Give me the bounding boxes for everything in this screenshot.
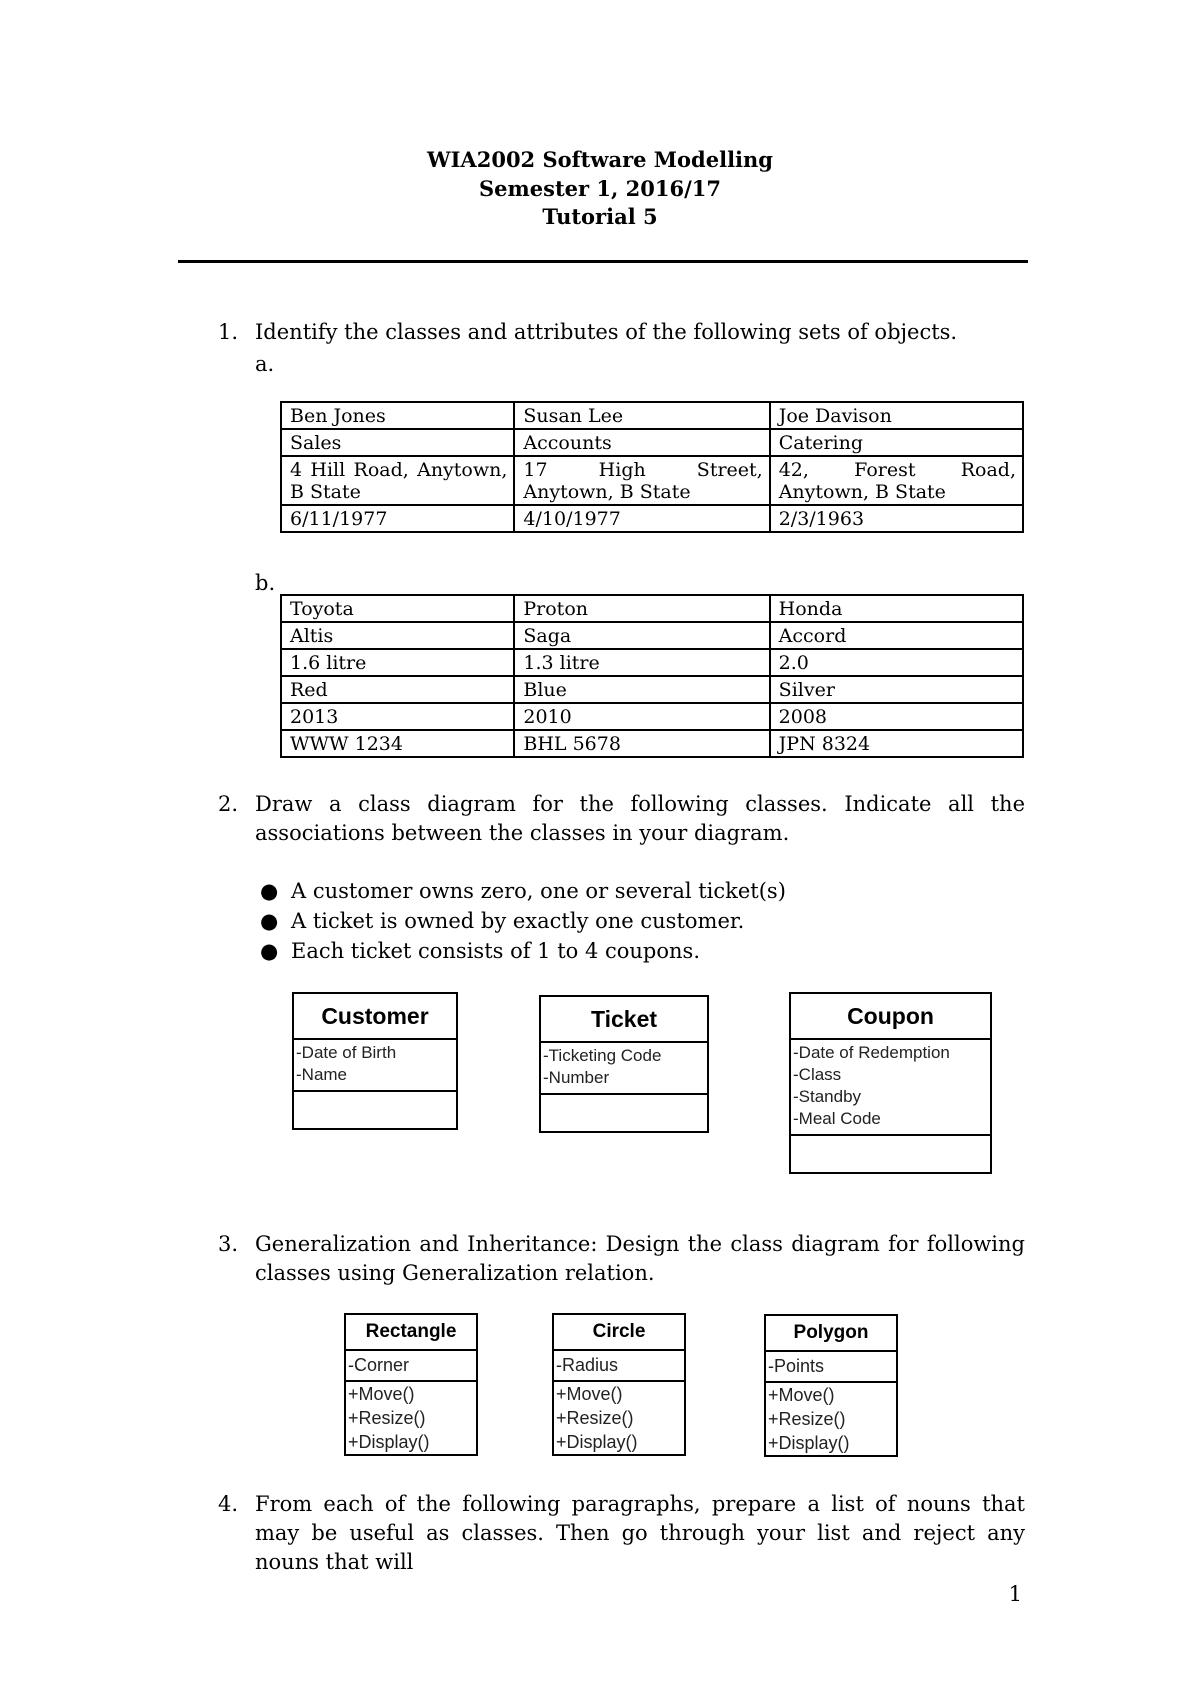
q1-part-b-label: b. (255, 571, 276, 595)
class-attributes: -Corner (346, 1351, 476, 1382)
class-name: Ticket (541, 997, 707, 1043)
table-cell: 6/11/1977 (281, 505, 514, 532)
table-cell: Joe Davison (770, 402, 1023, 429)
table-cell: Blue (514, 676, 769, 703)
table-cell: Honda (770, 595, 1023, 622)
q1-number: 1. (218, 320, 239, 344)
course-title: WIA2002 Software Modelling (427, 147, 773, 172)
table-cell: 2/3/1963 (770, 505, 1023, 532)
table-cell: Red (281, 676, 514, 703)
list-item: ● A ticket is owned by exactly one customer. (260, 909, 745, 933)
table-cell: Saga (514, 622, 769, 649)
table-cell: Silver (770, 676, 1023, 703)
semester-line: Semester 1, 2016/17 (479, 176, 721, 201)
table-cell: Sales (281, 429, 514, 456)
objects-table-a (280, 401, 1024, 533)
q4-number: 4. (218, 1492, 239, 1516)
table-cell: 4 Hill Road, Anytown, B State (281, 456, 514, 505)
list-item: ● Each ticket consists of 1 to 4 coupons. (260, 939, 700, 963)
table-cell: 2013 (281, 703, 514, 730)
table-cell: 4/10/1977 (514, 505, 769, 532)
class-attributes: -Date of Birth -Name (294, 1040, 456, 1092)
class-name: Coupon (791, 994, 990, 1040)
uml-class-ticket (539, 995, 709, 1133)
list-item: ● A customer owns zero, one or several ticket(s) (260, 879, 786, 903)
table-cell: Ben Jones (281, 402, 514, 429)
table-cell: 1.3 litre (514, 649, 769, 676)
table-cell: JPN 8324 (770, 730, 1023, 757)
table-cell: 17 High Street, Anytown, B State (514, 456, 769, 505)
table-row (281, 429, 1023, 456)
table-cell: 42, Forest Road, Anytown, B State (770, 456, 1023, 505)
table-cell: Catering (770, 429, 1023, 456)
tutorial-title: Tutorial 5 (542, 204, 658, 229)
table-cell: Accord (770, 622, 1023, 649)
table-cell: 2.0 (770, 649, 1023, 676)
class-operations: +Move() +Resize() +Display() (768, 1385, 850, 1453)
class-operations (791, 1136, 990, 1172)
table-cell: 2008 (770, 703, 1023, 730)
class-name: Circle (554, 1315, 684, 1351)
table-cell: Proton (514, 595, 769, 622)
q1-part-a-label: a. (255, 352, 275, 376)
table-row (281, 730, 1023, 757)
q2-number: 2. (218, 792, 239, 816)
class-name: Rectangle (346, 1315, 476, 1351)
class-operations: +Move() +Resize() +Display() (556, 1384, 638, 1452)
uml-class-customer (292, 992, 458, 1130)
q1-text: Identify the classes and attributes of the following sets of objects. (255, 320, 958, 344)
uml-class-polygon (764, 1314, 898, 1457)
table-cell: 1.6 litre (281, 649, 514, 676)
uml-class-coupon (789, 992, 992, 1174)
q2-bullet-list (255, 876, 786, 966)
class-operations (541, 1095, 707, 1131)
q2-text: Draw a class diagram for the following classes. Indicate all the associations between the classes in your diagram. (255, 792, 1025, 845)
class-name: Polygon (766, 1316, 896, 1352)
table-row (281, 505, 1023, 532)
class-attributes: -Ticketing Code -Number (541, 1043, 707, 1095)
class-attributes: -Radius (554, 1351, 684, 1382)
q4-text: From each of the following paragraphs, prepare a list of nouns that may be useful as classes. Then go through your list and reject any nouns that will (255, 1492, 1025, 1574)
table-row (281, 703, 1023, 730)
uml-class-circle (552, 1313, 686, 1456)
table-cell: 2010 (514, 703, 769, 730)
class-attributes: -Points (766, 1352, 896, 1383)
class-operations: +Move() +Resize() +Display() (348, 1384, 430, 1452)
table-row (281, 622, 1023, 649)
class-attributes: -Date of Redemption -Class -Standby -Meal Code (791, 1040, 990, 1136)
table-row (281, 649, 1023, 676)
table-cell: Accounts (514, 429, 769, 456)
class-operations (294, 1092, 456, 1128)
table-row (281, 402, 1023, 429)
table-cell: Altis (281, 622, 514, 649)
table-cell: Susan Lee (514, 402, 769, 429)
table-cell: BHL 5678 (514, 730, 769, 757)
objects-table-b (280, 594, 1024, 758)
q3-number: 3. (218, 1232, 239, 1256)
table-cell: WWW 1234 (281, 730, 514, 757)
table-row (281, 595, 1023, 622)
header-divider (178, 260, 1028, 263)
q3-text: Generalization and Inheritance: Design the class diagram for following classes using Generalization relation. (255, 1232, 1025, 1285)
table-cell: Toyota (281, 595, 514, 622)
table-row (281, 676, 1023, 703)
uml-class-rectangle (344, 1313, 478, 1456)
table-row (281, 456, 1023, 505)
page-number: 1 (1008, 1582, 1022, 1606)
class-name: Customer (294, 994, 456, 1040)
